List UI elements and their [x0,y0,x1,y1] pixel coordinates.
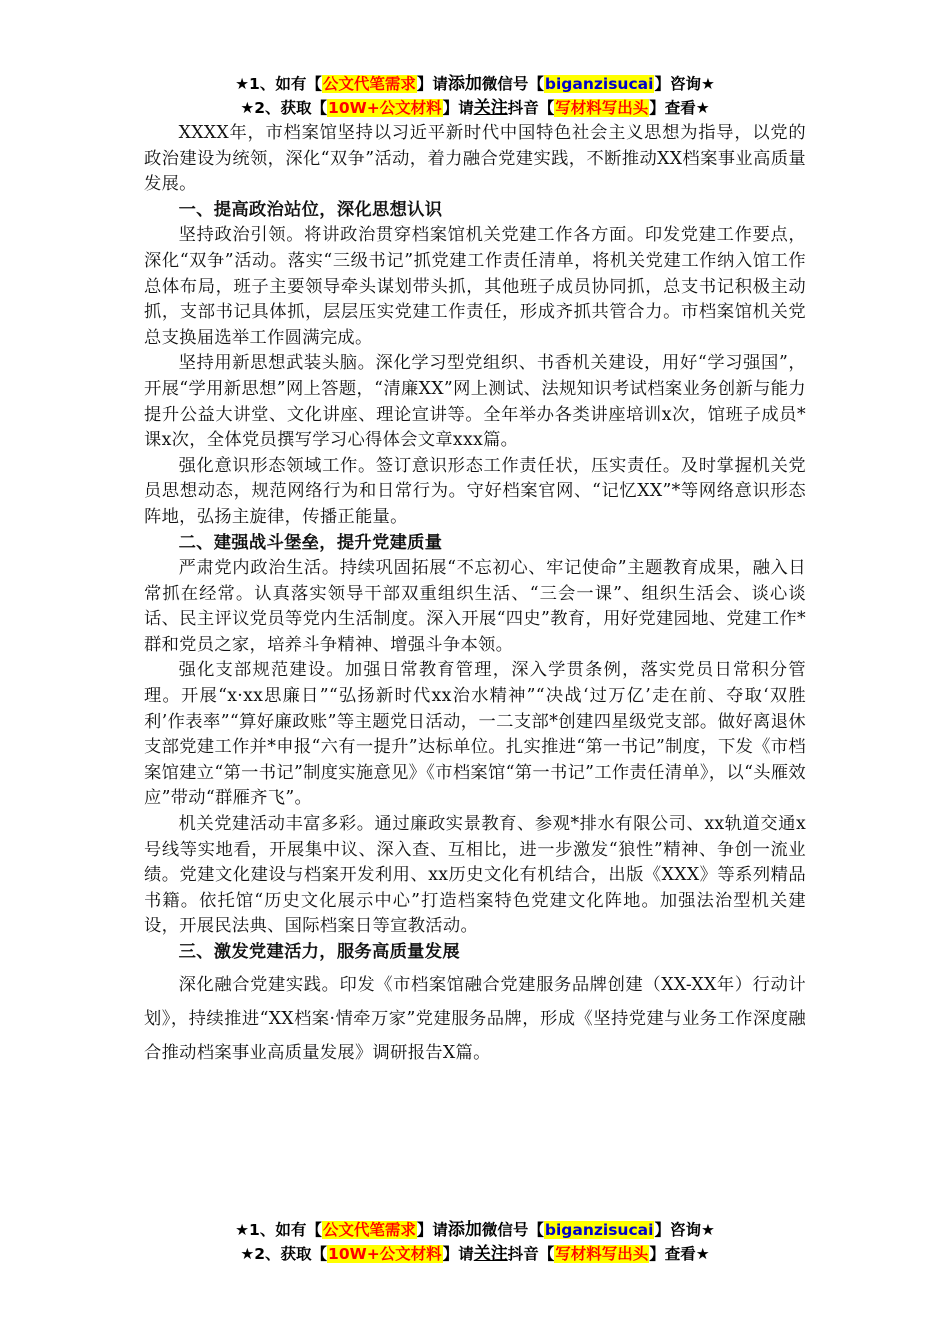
promo-text: 微信号【 [481,1221,544,1239]
promo-emphasis: 添加 [447,1220,482,1240]
promo-text: 】请 [416,75,448,93]
paragraph: 坚持政治引领。将讲政治贯穿档案馆机关党建工作各方面。印发党建工作要点，深化“双争”活动。落实“三级书记”抓党建工作责任清单，将机关党建工作纳入馆工作总体布局，班子主要领导牵头谋划带头抓，其他班子成员协同抓，总支书记积极主动抓，支部书记具体抓，层层压实党建工作责任，形成齐抓共管合力。市档案馆机关党总支换届选举工作圆满完成。 [144,225,806,348]
section-heading-2: 二、建强战斗堡垒，提升党建质量 [178,532,443,553]
promo-highlight-wechat-id: biganzisucai [544,1221,654,1239]
promo-text: 】请 [442,1245,474,1263]
promo-text: 】咨询★ [654,1221,715,1239]
promo-line-1 [0,1218,950,1242]
paragraph: 坚持用新思想武装头脑。深化学习型党组织、书香机关建设，用好“学习强国”，开展“学用新思想”网上答题，“清廉XX”网上测试、法规知识考试档案业务创新与能力提升公益大讲堂、文化讲座、理论宣讲等。全年举办各类讲座培训x次，馆班子成员*课x次，全体党员撰写学习心得体会文章xxx篇。 [144,353,806,451]
intro-paragraph: XXXX年，市档案馆坚持以习近平新时代中国特色社会主义思想为指导，以党的政治建设为统领，深化“双争”活动，着力融合党建实践，不断推动XX档案事业高质量发展。 [144,123,806,195]
promo-text: 】查看★ [649,99,710,117]
promo-line-2 [0,96,950,120]
promo-highlight-douyin: 写材料写出头 [555,1245,649,1263]
section-heading-1: 一、提高政治站位，深化思想认识 [178,199,443,220]
promo-text: 】查看★ [649,1245,710,1263]
paragraph: 强化支部规范建设。加强日常教育管理，深入学贯条例，落实党员日常积分管理。开展“x·xx思廉日”“弘扬新时代xx治水精神”“决战‘过万亿’走在前、夺取‘双胜利’作表率”“算好廉政账”等主题党日活动，一二支部*创建四星级党支部。做好离退休支部党建工作并*申报“六有一提升”达标单位。扎实推进“第一书记”制度，下发《市档案馆建立“第一书记”制度实施意见》《市档案馆“第一书记”工作责任清单》，以“头雁效应”带动“群雁齐飞”。 [144,660,806,809]
promo-emphasis: 关注 [473,98,508,118]
promo-text: 】请 [416,1221,448,1239]
promo-text: 抖音【 [507,1245,555,1263]
promo-text: ★1、如有【 [235,75,322,93]
promo-highlight-wechat-id: biganzisucai [544,75,654,93]
promo-highlight-service: 公文代笔需求 [322,75,416,93]
top-promo-banner [0,72,950,120]
promo-highlight-douyin: 写材料写出头 [555,99,649,117]
paragraph: 深化融合党建实践。印发《市档案馆融合党建服务品牌创建（XX-XX年）行动计划》，持续推进“XX档案·情牵万家”党建服务品牌，形成《坚持党建与业务工作深度融合推动档案事业高质量发展》调研报告X篇。 [144,974,806,1063]
promo-text: ★2、获取【 [240,99,328,117]
bottom-promo-banner [0,1218,950,1266]
document-body [144,121,806,1070]
promo-emphasis: 添加 [447,74,482,94]
promo-highlight-materials: 10W+公文材料 [328,99,442,117]
promo-text: 微信号【 [481,75,544,93]
paragraph: 机关党建活动丰富多彩。通过廉政实景教育、参观*排水有限公司、xx轨道交通x号线等实地看，开展集中议、深入查、互相比，进一步激发“狼性”精神、争创一流业绩。党建文化建设与档案开发利用、xx历史文化有机结合，出版《XXX》等系列精品书籍。依托馆“历史文化展示中心”打造档案特色党建文化阵地。加强法治型机关建设，开展民法典、国际档案日等宣教活动。 [144,814,806,937]
promo-highlight-materials: 10W+公文材料 [328,1245,442,1263]
promo-text: 】请 [442,99,474,117]
section-heading-3: 三、激发党建活力，服务高质量发展 [178,942,460,962]
promo-line-1 [0,72,950,96]
promo-text: ★1、如有【 [235,1221,322,1239]
promo-emphasis: 关注 [473,1244,508,1264]
promo-line-2 [0,1242,950,1266]
promo-text: ★2、获取【 [240,1245,328,1263]
promo-text: 】咨询★ [654,75,715,93]
paragraph: 严肃党内政治生活。持续巩固拓展“不忘初心、牢记使命”主题教育成果，融入日常抓在经常。认真落实领导干部双重组织生活、“三会一课”、组织生活会、谈心谈话、民主评议党员等党内生活制度。深入开展“四史”教育，用好党建园地、党建工作*群和党员之家，培养斗争精神、增强斗争本领。 [144,558,806,655]
promo-highlight-service: 公文代笔需求 [322,1221,416,1239]
paragraph: 强化意识形态领域工作。签订意识形态工作责任状，压实责任。及时掌握机关党员思想动态，规范网络行为和日常行为。守好档案官网、“记忆XX”*等网络意识形态阵地，弘扬主旋律，传播正能量。 [144,455,806,527]
promo-text: 抖音【 [507,99,555,117]
